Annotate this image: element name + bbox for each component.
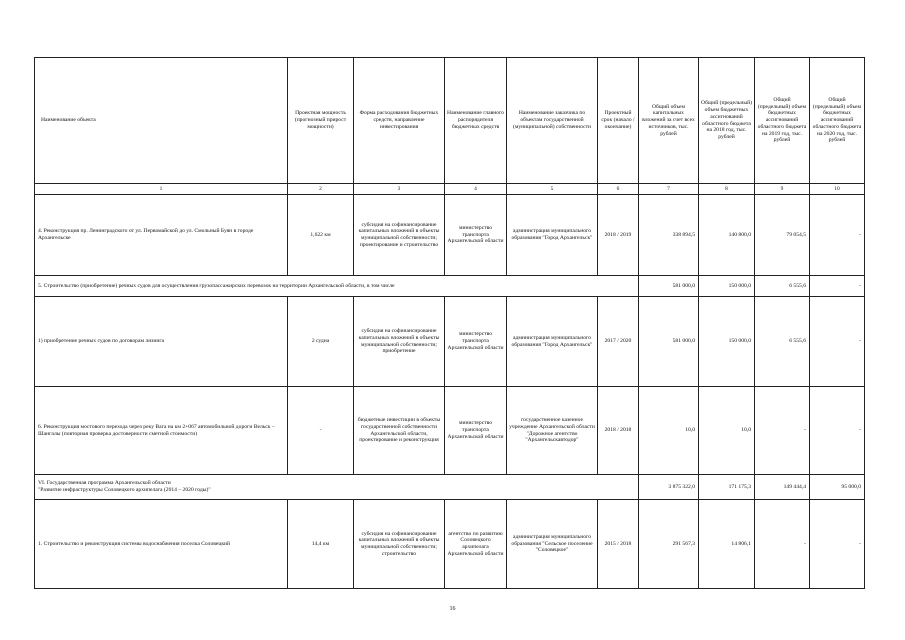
table-row (35, 297, 865, 387)
term-cell: 2017 / 2020 (598, 297, 639, 387)
total-cell: 3 875 322,0 (639, 475, 699, 500)
object-name-cell: 4. Реконструкция пр. Ленинградского от ул. Первомайской до ул. Смольный Буян в городе Архангельске (35, 195, 288, 276)
budget-2018-cell: 171 175,3 (699, 475, 755, 500)
column-number: 5 (507, 184, 598, 195)
budget-2018-cell: 14 806,1 (699, 500, 755, 589)
distributor-cell: агентство по развитию Соловецкого архипелага Архангельской области (445, 500, 507, 589)
total-cell: 581 000,0 (639, 276, 699, 297)
spending-form-cell: субсидия на софинансирование капитальных вложений в объекты муниципальной собственности; приобретение (354, 297, 445, 387)
term-cell: 2018 / 2019 (598, 195, 639, 276)
column-number: 8 (699, 184, 755, 195)
column-number: 4 (445, 184, 507, 195)
table-row (35, 500, 865, 589)
total-cell: 581 000,0 (639, 297, 699, 387)
column-number: 7 (639, 184, 699, 195)
header-budget-2018: Общий (предельный) объем бюджетных ассигнований областного бюджета на 2018 год, тыс. рублей (699, 58, 755, 184)
program-name-line2: "Развитие инфраструктуры Соловецкого архипелага (2014 – 2020 годы)" (38, 487, 211, 493)
budget-2020-cell: - (810, 500, 865, 589)
term-cell: 2018 / 2018 (598, 387, 639, 475)
budget-2018-cell: 140 800,0 (699, 195, 755, 276)
object-name-cell: 1) приобретение речных судов по договорам лизинга (35, 297, 288, 387)
budget-2018-cell: 150 000,0 (699, 276, 755, 297)
budget-2019-cell: - (755, 500, 810, 589)
page-number: 16 (449, 606, 456, 612)
header-spending-form: Форма расходования бюджетных средств, направление инвестирования (354, 58, 445, 184)
column-number: 2 (288, 184, 354, 195)
customer-cell: государственное казенное учреждение Архангельской области "Дорожное агентство "Архангельскавтодор" (507, 387, 598, 475)
object-name-cell: 6. Реконструкция мостового перехода через реку Вага на км 2+067 автомобильной дороги Вельск – Шангалы (повторная проверка достоверности сметной стоимости) (35, 387, 288, 475)
spending-form-cell: субсидия на софинансирование капитальных вложений в объекты муниципальной собственности; проектирование и строительство (354, 195, 445, 276)
budget-2019-cell: 149 444,4 (755, 475, 810, 500)
spending-form-cell: субсидия на софинансирование капитальных вложений в объекты муниципальной собственности; строительство (354, 500, 445, 589)
section-name-cell: 5. Строительство (приобретение) речных судов для осуществления грузопассажирских перевозок на территории Архангельской области, в том числе (35, 276, 639, 297)
table-row (35, 195, 865, 276)
column-number: 1 (35, 184, 288, 195)
capital-investments-table (34, 57, 865, 589)
total-cell: 10,0 (639, 387, 699, 475)
capacity-cell: - (288, 387, 354, 475)
budget-2018-cell: 10,0 (699, 387, 755, 475)
total-cell: 338 894,5 (639, 195, 699, 276)
header-budget-2019: Общий (предельный) объем бюджетных ассигнований областного бюджета на 2019 год, тыс. рублей (755, 58, 810, 184)
column-number: 3 (354, 184, 445, 195)
term-cell: 2015 / 2018 (598, 500, 639, 589)
customer-cell: администрация муниципального образования "Город Архангельск" (507, 297, 598, 387)
spending-form-cell: бюджетные инвестиции в объекты государственной собственности Архангельской области, проектирование и реконструкция (354, 387, 445, 475)
budget-2020-cell: - (810, 297, 865, 387)
table-row (35, 387, 865, 475)
budget-2019-cell: 79 054,5 (755, 195, 810, 276)
total-cell: 291 567,3 (639, 500, 699, 589)
table-row-program (35, 475, 865, 500)
budget-2020-cell: 95 000,0 (810, 475, 865, 500)
header-term: Проектный срок (начало / окончание) (598, 58, 639, 184)
program-name-cell (35, 475, 639, 500)
table-row-section (35, 276, 865, 297)
customer-cell: администрация муниципального образования "Сельское поселение "Соловецкое" (507, 500, 598, 589)
header-budget-2020: Общий (предельный) объем бюджетных ассигнований областного бюджета на 2020 год, тыс. рублей (810, 58, 865, 184)
object-name-cell: 1. Строительство и реконструкция системы водоснабжения поселка Соловецкий (35, 500, 288, 589)
capacity-cell: 14,4 км (288, 500, 354, 589)
budget-2019-cell: 6 555,6 (755, 297, 810, 387)
column-number-row (35, 184, 865, 195)
column-number: 9 (755, 184, 810, 195)
capacity-cell: 1,622 км (288, 195, 354, 276)
capacity-cell: 2 судна (288, 297, 354, 387)
distributor-cell: министерство транспорта Архангельской области (445, 195, 507, 276)
column-number: 10 (810, 184, 865, 195)
budget-2019-cell: - (755, 387, 810, 475)
customer-cell: администрация муниципального образования "Город Архангельск" (507, 195, 598, 276)
header-object-name: Наименование объекта (35, 58, 288, 184)
header-total: Общий объем капитальных вложений за счет всех источников, тыс. рублей (639, 58, 699, 184)
distributor-cell: министерство транспорта Архангельской области (445, 387, 507, 475)
budget-2020-cell: - (810, 387, 865, 475)
column-number: 6 (598, 184, 639, 195)
distributor-cell: министерство транспорта Архангельской области (445, 297, 507, 387)
budget-2018-cell: 150 000,0 (699, 297, 755, 387)
budget-2019-cell: 6 555,6 (755, 276, 810, 297)
budget-2020-cell: - (810, 276, 865, 297)
header-customer: Наименование заказчика по объектам государственной (муниципальной) собственности (507, 58, 598, 184)
header-capacity: Проектная мощность (прогнозный прирост мощности) (288, 58, 354, 184)
program-name-line1: VI. Государственная программа Архангельской области (38, 480, 171, 487)
budget-2020-cell: - (810, 195, 865, 276)
header-distributor: Наименование главного распорядителя бюджетных средств (445, 58, 507, 184)
header-row (35, 58, 865, 184)
